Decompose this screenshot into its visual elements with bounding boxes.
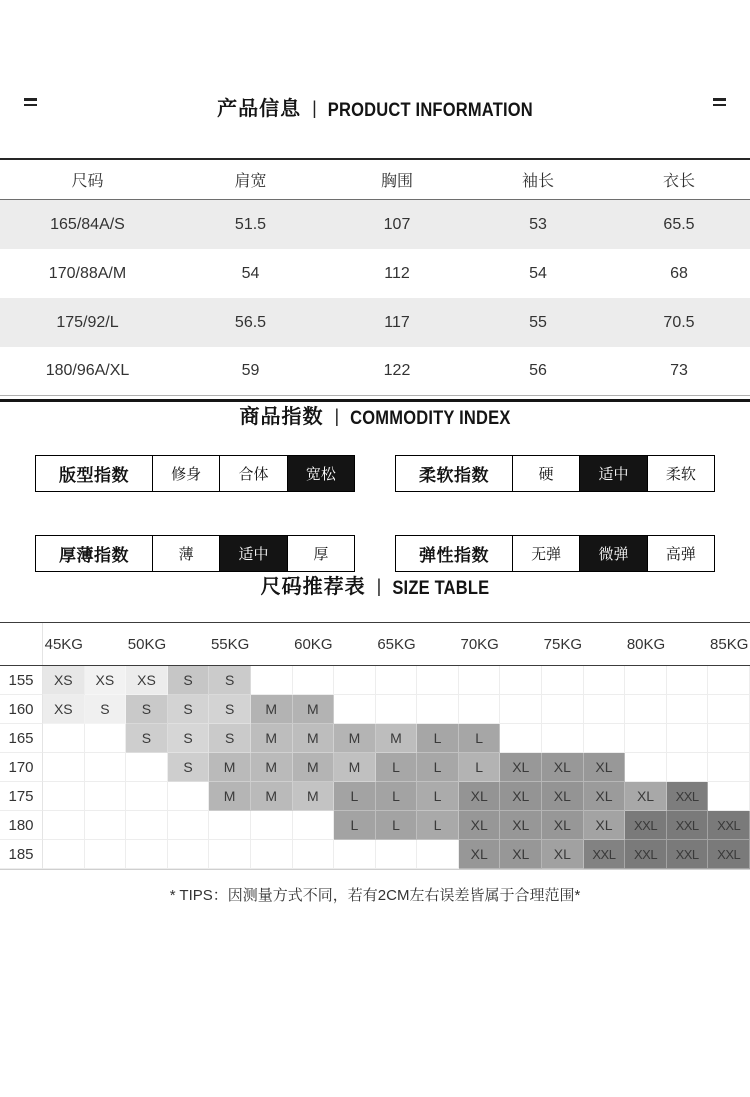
- index-option-selected: 宽松: [287, 456, 354, 491]
- size-cell: S: [209, 724, 251, 753]
- empty-cell: [500, 695, 542, 724]
- size-chart-corner-cell: [0, 623, 43, 665]
- size-cell: L: [376, 753, 418, 782]
- measurement-value-cell: 56: [529, 362, 547, 379]
- index-option-selected: 适中: [219, 536, 286, 571]
- title-divider: |: [376, 576, 382, 596]
- index-label: 版型指数: [59, 466, 129, 485]
- size-cell: M: [251, 753, 293, 782]
- size-cell: M: [293, 782, 335, 811]
- empty-cell: [417, 695, 459, 724]
- size-chart-header-row: [0, 622, 750, 666]
- empty-cell: [168, 811, 210, 840]
- height-row-label: 185: [0, 840, 43, 869]
- size-cell: S: [209, 666, 251, 695]
- index-row-2: [0, 535, 750, 572]
- height-row-label: 160: [0, 695, 43, 724]
- product-info-title-zh: 产品信息: [217, 98, 302, 120]
- size-cell: XL: [584, 811, 626, 840]
- empty-cell: [584, 724, 626, 753]
- size-chart-row: [0, 724, 750, 753]
- empty-cell: [334, 695, 376, 724]
- size-cell: XL: [459, 840, 501, 869]
- empty-cell: [376, 695, 418, 724]
- size-cell: L: [459, 724, 501, 753]
- size-cell: XL: [625, 782, 667, 811]
- size-cell: XL: [500, 753, 542, 782]
- measurement-col-header: 尺码: [71, 173, 104, 190]
- empty-cell: [168, 782, 210, 811]
- empty-cell: [625, 753, 667, 782]
- height-row-label: 180: [0, 811, 43, 840]
- size-cell: S: [126, 724, 168, 753]
- size-cell: L: [417, 782, 459, 811]
- size-cell: L: [376, 782, 418, 811]
- size-chart-row: [0, 753, 750, 782]
- size-cell: XL: [542, 753, 584, 782]
- measurement-value-cell: 68: [670, 264, 688, 282]
- size-cell: XS: [85, 666, 127, 695]
- size-chart-row: [0, 666, 750, 695]
- empty-cell: [334, 840, 376, 869]
- empty-cell: [667, 666, 709, 695]
- index-option-selected: 适中: [579, 456, 646, 491]
- size-cell: L: [376, 811, 418, 840]
- measurement-value-cell: 56.5: [234, 313, 267, 331]
- empty-cell: [251, 666, 293, 695]
- empty-cell: [542, 666, 584, 695]
- empty-cell: [459, 666, 501, 695]
- empty-cell: [85, 724, 127, 753]
- size-cell: XXL: [667, 840, 709, 869]
- empty-cell: [126, 840, 168, 869]
- measurement-value-cell: 54: [241, 264, 260, 282]
- empty-cell: [85, 782, 127, 811]
- corner-mark-left: [24, 98, 37, 106]
- size-cell: M: [251, 782, 293, 811]
- height-row-label: 170: [0, 753, 43, 782]
- size-cell: XXL: [584, 840, 626, 869]
- commodity-index-title-zh: 商品指数: [239, 406, 324, 428]
- size-cell: L: [334, 811, 376, 840]
- product-info-title-en: PRODUCT INFORMATION: [327, 99, 533, 121]
- size-table-title-zh: 尺码推荐表: [260, 576, 366, 598]
- section-title-size-table: [0, 572, 750, 602]
- size-table-title-en: SIZE TABLE: [392, 577, 490, 599]
- measurement-value-cell: 73: [670, 362, 688, 379]
- index-label: 弹性指数: [419, 546, 489, 565]
- size-cell: M: [209, 782, 251, 811]
- empty-cell: [85, 811, 127, 840]
- weight-col-header: 80KG: [626, 635, 666, 653]
- empty-cell: [293, 666, 335, 695]
- tips-note: * TIPS：因测量方式不同，若有2CM左右误差皆属于合理范围*: [169, 887, 581, 904]
- measurement-row: [0, 200, 750, 249]
- size-cell: S: [209, 695, 251, 724]
- empty-cell: [43, 840, 85, 869]
- size-cell: L: [417, 811, 459, 840]
- empty-cell: [708, 753, 750, 782]
- empty-cell: [251, 811, 293, 840]
- size-chart-row: [0, 782, 750, 811]
- index-box: [395, 455, 715, 492]
- empty-cell: [85, 840, 127, 869]
- measurement-row: [0, 298, 750, 347]
- measurement-value-cell: 65.5: [663, 215, 695, 233]
- empty-cell: [85, 753, 127, 782]
- size-cell: XL: [459, 811, 501, 840]
- weight-col-header: 45KG: [44, 635, 83, 653]
- measurement-value-cell: 53: [529, 215, 547, 233]
- measurement-row: [0, 249, 750, 298]
- size-cell: M: [334, 724, 376, 753]
- measurement-value-cell: 112: [384, 264, 410, 282]
- empty-cell: [459, 695, 501, 724]
- empty-cell: [708, 724, 750, 753]
- size-chart: [0, 622, 750, 870]
- size-cell: L: [417, 753, 459, 782]
- size-cell: L: [334, 782, 376, 811]
- index-row-1: [0, 455, 750, 492]
- height-row-label: 165: [0, 724, 43, 753]
- size-cell: XL: [542, 811, 584, 840]
- size-cell: S: [168, 753, 210, 782]
- measurement-value-cell: 107: [383, 215, 411, 233]
- empty-cell: [126, 782, 168, 811]
- size-cell: XL: [500, 840, 542, 869]
- empty-cell: [43, 753, 85, 782]
- weight-col-header: 70KG: [460, 635, 499, 653]
- size-chart-row: [0, 840, 750, 869]
- empty-cell: [43, 782, 85, 811]
- empty-cell: [708, 782, 750, 811]
- index-option: 合体: [219, 456, 286, 491]
- weight-col-header: 85KG: [710, 635, 749, 653]
- empty-cell: [417, 666, 459, 695]
- size-cell: S: [126, 695, 168, 724]
- empty-cell: [667, 724, 709, 753]
- size-cell: XL: [584, 782, 626, 811]
- weight-col-header: 55KG: [210, 635, 250, 653]
- size-cell: XXL: [625, 840, 667, 869]
- size-code-cell: 175/92/L: [56, 313, 119, 331]
- empty-cell: [625, 724, 667, 753]
- title-divider: |: [312, 98, 317, 118]
- index-option: 硬: [512, 456, 579, 491]
- measurement-table: [0, 158, 750, 396]
- index-option: 厚: [287, 536, 354, 571]
- height-row-label: 155: [0, 666, 43, 695]
- weight-col-header: 60KG: [294, 635, 333, 653]
- empty-cell: [500, 666, 542, 695]
- size-cell: XL: [584, 753, 626, 782]
- empty-cell: [542, 724, 584, 753]
- size-code-cell: 165/84A/S: [50, 215, 125, 233]
- size-cell: M: [251, 724, 293, 753]
- size-cell: M: [334, 753, 376, 782]
- index-box: [35, 455, 355, 492]
- empty-cell: [542, 695, 584, 724]
- index-option: 柔软: [647, 456, 714, 491]
- empty-cell: [667, 695, 709, 724]
- size-cell: S: [168, 724, 210, 753]
- size-cell: XL: [500, 782, 542, 811]
- measurement-header-row: [0, 160, 750, 200]
- empty-cell: [126, 811, 168, 840]
- measurement-value-cell: 51.5: [234, 215, 267, 233]
- size-cell: XL: [500, 811, 542, 840]
- measurement-col-header: 胸围: [380, 173, 413, 190]
- measurement-value-cell: 59: [241, 362, 260, 379]
- index-box: [35, 535, 355, 572]
- index-option: 高弹: [647, 536, 714, 571]
- section-title-commodity-index: [0, 402, 750, 432]
- size-cell: XL: [542, 782, 584, 811]
- measurement-row: [0, 347, 750, 396]
- size-cell: XS: [43, 666, 85, 695]
- size-cell: L: [417, 724, 459, 753]
- size-cell: M: [293, 695, 335, 724]
- empty-cell: [667, 753, 709, 782]
- empty-cell: [334, 666, 376, 695]
- size-cell: XXL: [708, 811, 750, 840]
- empty-cell: [625, 666, 667, 695]
- size-cell: M: [209, 753, 251, 782]
- measurement-value-cell: 117: [384, 313, 410, 331]
- size-chart-row: [0, 811, 750, 840]
- measurement-value-cell: 54: [529, 264, 547, 282]
- size-cell: XXL: [708, 840, 750, 869]
- size-code-cell: 180/96A/XL: [45, 362, 130, 379]
- size-cell: M: [376, 724, 418, 753]
- index-option: 修身: [152, 456, 219, 491]
- weight-col-header: 75KG: [543, 635, 583, 653]
- index-option-selected: 微弹: [579, 536, 646, 571]
- index-label: 厚薄指数: [59, 546, 129, 565]
- size-cell: XL: [542, 840, 584, 869]
- empty-cell: [417, 840, 459, 869]
- empty-cell: [376, 666, 418, 695]
- empty-cell: [209, 840, 251, 869]
- measurement-value-cell: 122: [383, 362, 411, 379]
- index-label: 柔软指数: [419, 466, 489, 485]
- empty-cell: [625, 695, 667, 724]
- empty-cell: [708, 666, 750, 695]
- size-cell: XXL: [667, 782, 709, 811]
- index-option: 薄: [152, 536, 219, 571]
- size-cell: XL: [459, 782, 501, 811]
- empty-cell: [126, 753, 168, 782]
- measurement-value-cell: 70.5: [663, 313, 695, 331]
- size-cell: S: [168, 695, 210, 724]
- size-cell: XXL: [667, 811, 709, 840]
- commodity-index-title-en: COMMODITY INDEX: [350, 407, 511, 429]
- index-option: 无弹: [512, 536, 579, 571]
- section-title-product-info: [0, 94, 750, 124]
- size-cell: XS: [126, 666, 168, 695]
- size-code-cell: 170/88A/M: [48, 264, 127, 282]
- measurement-col-header: 袖长: [521, 173, 554, 190]
- weight-col-header: 50KG: [127, 635, 167, 653]
- empty-cell: [293, 811, 335, 840]
- size-cell: XXL: [625, 811, 667, 840]
- size-cell: S: [168, 666, 210, 695]
- measurement-value-cell: 55: [529, 313, 547, 331]
- size-cell: L: [459, 753, 501, 782]
- empty-cell: [209, 811, 251, 840]
- measurement-col-header: 肩宽: [234, 173, 267, 190]
- size-cell: M: [251, 695, 293, 724]
- title-divider: |: [334, 406, 340, 426]
- empty-cell: [376, 840, 418, 869]
- index-box: [395, 535, 715, 572]
- corner-mark-right: [713, 98, 726, 106]
- empty-cell: [168, 840, 210, 869]
- size-cell: M: [293, 724, 335, 753]
- size-chart-row: [0, 695, 750, 724]
- weight-col-header: 65KG: [377, 635, 416, 653]
- size-cell: S: [85, 695, 127, 724]
- empty-cell: [293, 840, 335, 869]
- empty-cell: [500, 724, 542, 753]
- empty-cell: [708, 695, 750, 724]
- size-cell: M: [293, 753, 335, 782]
- height-row-label: 175: [0, 782, 43, 811]
- size-cell: XS: [43, 695, 85, 724]
- empty-cell: [43, 811, 85, 840]
- measurement-col-header: 衣长: [662, 173, 695, 190]
- empty-cell: [43, 724, 85, 753]
- empty-cell: [251, 840, 293, 869]
- empty-cell: [584, 695, 626, 724]
- empty-cell: [584, 666, 626, 695]
